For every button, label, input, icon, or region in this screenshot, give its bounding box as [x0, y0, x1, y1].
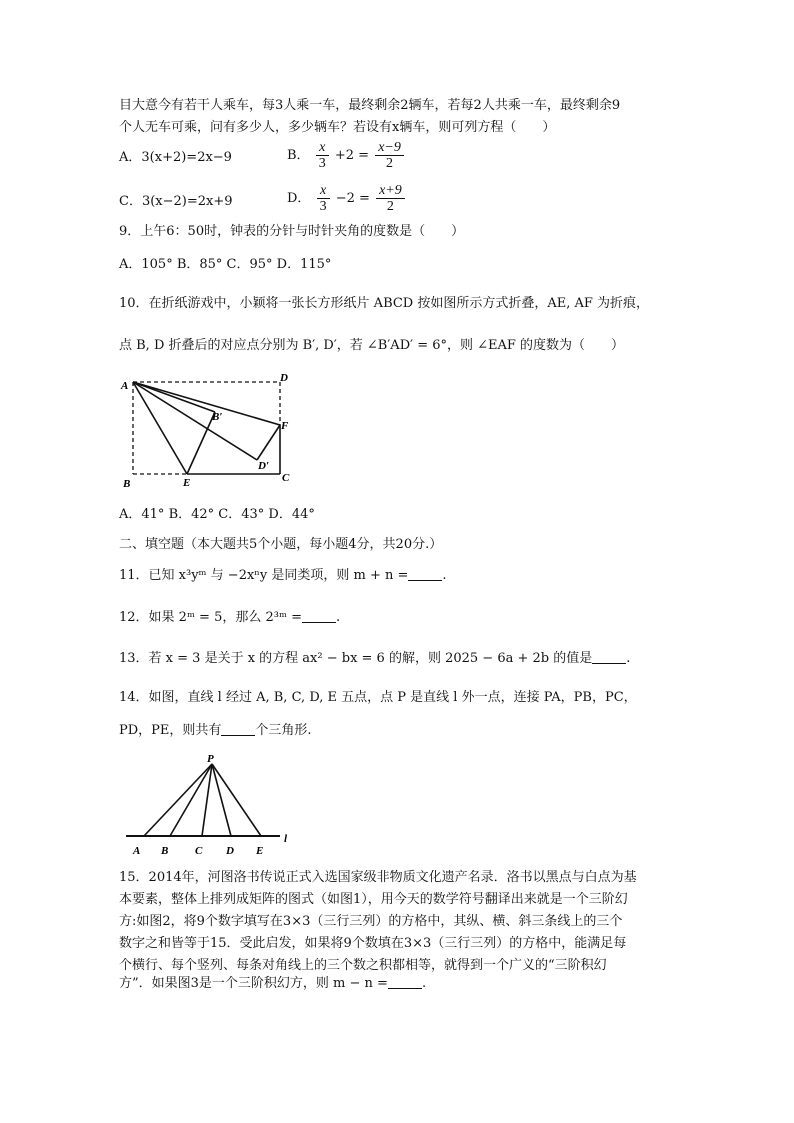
q15-line-6-pre: 方”．如果图3是一个三阶积幻方，则 m − n =	[119, 976, 388, 991]
q13	[119, 649, 630, 669]
q11-end: .	[442, 568, 447, 583]
q8-line-1: 目大意今有若干人乘车，每3人乘一车，最终剩余2辆车，若每2人共乘一车，最终剩余9	[119, 98, 621, 113]
segment-d-prime-f	[257, 425, 280, 460]
segment-ad-prime	[133, 382, 257, 460]
frac-den: 2	[386, 156, 394, 171]
q15-line-2: 本要素，整体上排列成矩阵的图式（如图1），用今天的数学符号翻译出来就是一个三阶幻	[119, 892, 628, 907]
q14-line-figure	[120, 752, 300, 862]
label-b-prime: B′	[212, 411, 223, 423]
q15-line-3: 方:如图2，将9个数字填写在3×3（三行三列）的方格中，其纵、横、斜三条线上的三个	[119, 914, 623, 929]
q10-options: A．41° B．42° C．43° D．44°	[119, 507, 315, 522]
q14-line-2	[119, 721, 312, 741]
q14-line-2-post: 个三角形.	[255, 723, 312, 738]
q8-option-d-frac-right	[376, 183, 405, 214]
label-e: E	[256, 845, 264, 857]
q9-options: A．105° B．85° C．95° D．115°	[119, 257, 332, 272]
section2-title: 二、填空题（本大题共5个小题，每小题4分，共20分.）	[119, 537, 443, 552]
segment-pc	[202, 764, 212, 836]
segment-pd	[212, 764, 231, 836]
q15-line-4: 数字之和皆等于15．受此启发，如果将9个数填在3×3（三行三列）的方格中，能满足每	[119, 936, 627, 951]
segment-pe	[212, 764, 261, 836]
q14-line-2-pre: PD，PE，则共有	[119, 723, 222, 738]
q15-line-5: 个横行、每个竖列、每条对角线上的三个数之积都相等，就得到一个广义的“三阶积幻	[119, 958, 607, 973]
q8-option-b	[287, 140, 406, 171]
q10-line-2: 点 B, D 折叠后的对应点分别为 B′, D′，若 ∠B′AD′ = 6°，则 ∠EAF 的度数为（ ）	[119, 338, 625, 353]
q8-option-a: A．3(x+2)=2x−9	[119, 150, 232, 165]
segment-pb	[170, 764, 212, 836]
q8-option-b-mid: +2 =	[334, 148, 370, 163]
q8-option-d-frac-left	[317, 183, 330, 214]
q12	[119, 608, 340, 628]
q8-option-c: C．3(x−2)=2x+9	[119, 194, 233, 209]
label-b: B	[123, 478, 131, 490]
label-d-prime: D′	[258, 460, 270, 472]
frac-num: x−9	[375, 140, 404, 156]
label-d: D	[226, 845, 234, 857]
q11-text: 11．已知 x³yᵐ 与 −2xⁿy 是同类项，则 m + n =	[119, 568, 409, 583]
frac-den: 3	[318, 156, 326, 171]
label-f: F	[281, 420, 289, 432]
answer-blank	[592, 649, 626, 664]
answer-blank	[302, 608, 336, 623]
q14-line-1: 14．如图，直线 l 经过 A, B, C, D, E 五点，点 P 是直线 l 外一点，连接 PA，PB，PC，	[119, 690, 637, 705]
frac-num: x	[316, 140, 329, 156]
q13-text: 13．若 x = 3 是关于 x 的方程 ax² − bx = 6 的解，则 2025 − 6a + 2b 的值是	[119, 651, 593, 666]
frac-den: 3	[319, 199, 327, 214]
label-a: A	[133, 845, 141, 857]
label-l: l	[284, 833, 288, 845]
label-p: P	[207, 753, 214, 765]
q8-option-b-frac-right	[375, 140, 404, 171]
q13-end: .	[626, 651, 631, 666]
q12-end: .	[335, 610, 341, 625]
q8-option-d-label: D．	[287, 191, 311, 206]
q8-option-b-frac-left	[316, 140, 329, 171]
answer-blank	[221, 721, 255, 736]
q15-line-6-end: .	[421, 976, 427, 991]
q10-line-1: 10．在折纸游戏中，小颖将一张长方形纸片 ABCD 按如图所示方式折叠，AE, AF 为折痕，	[119, 296, 650, 311]
frac-den: 2	[386, 199, 394, 214]
q15-line-1: 15．2014年，河图洛书传说正式入选国家级非物质文化遗产名录．洛书以黑点与白点为基	[119, 870, 637, 885]
segment-pa	[144, 764, 212, 836]
q12-text: 12．如果 2ᵐ = 5，那么 2³ᵐ =	[119, 610, 302, 625]
label-c: C	[195, 845, 203, 857]
answer-blank	[388, 974, 422, 989]
q8-option-d	[287, 183, 407, 214]
frac-num: x+9	[376, 183, 405, 199]
label-c: C	[282, 472, 290, 484]
answer-blank	[408, 566, 442, 581]
q8-option-b-label: B．	[287, 148, 310, 163]
segment-b-prime-e	[187, 412, 215, 474]
q15-line-6	[119, 974, 426, 994]
q11	[119, 566, 447, 586]
label-d: D	[280, 372, 288, 384]
q10-fold-figure	[115, 368, 300, 493]
q9-stem: 9．上午6：50时，钟表的分针与时针夹角的度数是（ ）	[119, 224, 465, 239]
q8-option-d-mid: −2 =	[335, 191, 370, 206]
q8-line-2: 个人无车可乘，问有多少人，多少辆车？若设有x辆车，则可列方程（ ）	[119, 120, 556, 135]
label-b: B	[161, 845, 169, 857]
frac-num: x	[317, 183, 330, 199]
label-e: E	[183, 477, 191, 489]
label-a: A	[121, 380, 129, 392]
